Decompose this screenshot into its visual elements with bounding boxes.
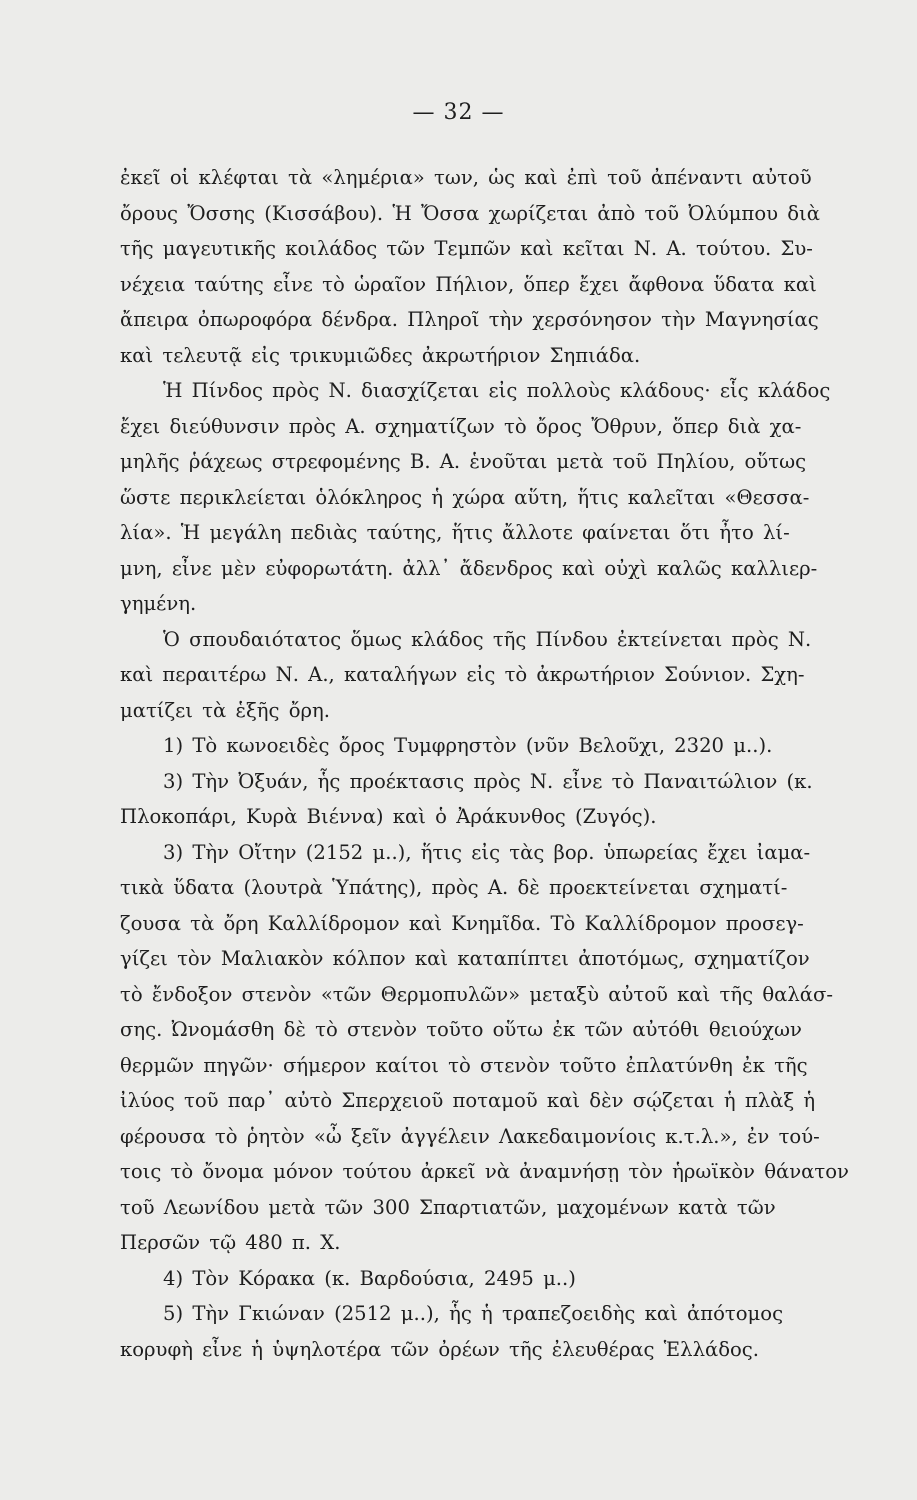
page-number: — 32 —	[412, 100, 505, 125]
text-line: τῆς μαγευτικῆς κοιλάδος τῶν Τεμπῶν καὶ κεῖται Ν. Α. τούτου. Συ-	[120, 237, 813, 260]
text-line: γίζει τὸν Μαλιακὸν κόλπον καὶ καταπίπτει ἀποτόμως, σχηματίζον	[120, 947, 810, 970]
text-line: Περσῶν τῷ 480 π. Χ.	[120, 1231, 341, 1254]
text-line: Πλοκοπάρι, Κυρὰ Βιέννα) καὶ ὁ Ἀράκυνθος (Ζυγός).	[120, 805, 657, 828]
text-line: λία». Ἡ μεγάλη πεδιὰς ταύτης, ἥτις ἄλλοτε φαίνεται ὅτι ἦτο λί-	[120, 521, 790, 544]
text-line: ἐκεῖ οἱ κλέφται τὰ «λημέρια» των, ὡς καὶ ἐπὶ τοῦ ἀπέναντι αὐτοῦ	[120, 166, 812, 189]
text-line: μνη, εἶνε μὲν εὐφορωτάτη. ἀλλ᾽ ἄδενδρος καὶ οὐχὶ καλῶς καλλιερ-	[120, 556, 818, 580]
text-line: τικὰ ὕδατα (λουτρὰ Ὑπάτης), πρὸς Α. δὲ προεκτείνεται σχηματί-	[120, 876, 788, 899]
text-line: θερμῶν πηγῶν· σήμερον καίτοι τὸ στενὸν τοῦτο ἐπλατύνθη ἐκ τῆς	[120, 1053, 808, 1077]
text-line: τὸ ἔνδοξον στενὸν «τῶν Θερμοπυλῶν» μεταξὺ αὐτοῦ καὶ τῆς θαλάσ-	[120, 982, 833, 1006]
text-line: ἔχει διεύθυνσιν πρὸς Α. σχηματίζων τὸ ὄρος Ὄθρυν, ὅπερ διὰ χα-	[120, 414, 802, 438]
text-line: τοις τὸ ὄνομα μόνον τούτου ἀρκεῖ νὰ ἀναμνήσῃ τὸν ἡρωϊκὸν θάνατον	[120, 1160, 849, 1183]
text-line: ματίζει τὰ ἑξῆς ὄρη.	[120, 698, 330, 722]
text-line: νέχεια ταύτης εἶνε τὸ ὡραῖον Πήλιον, ὅπερ ἔχει ἄφθονα ὕδατα καὶ	[120, 272, 817, 296]
text-line: ὄρους Ὄσσης (Κισσάβου). Ἡ Ὄσσα χωρίζεται ἀπὸ τοῦ Ὀλύμπου διὰ	[120, 201, 820, 225]
text-line: καὶ περαιτέρω Ν. Α., καταλήγων εἰς τὸ ἀκρωτήριον Σούνιον. Σχη-	[120, 663, 805, 686]
text-line: Ὁ σπουδαιότατος ὅμως κλάδος τῆς Πίνδου ἐκτείνεται πρὸς Ν.	[163, 627, 812, 651]
text-line: ἄπειρα ὀπωροφόρα δένδρα. Πληροῖ τὴν χερσόνησον τὴν Μαγνησίας	[120, 308, 819, 331]
text-line: κορυφὴ εἶνε ἡ ὑψηλοτέρα τῶν ὀρέων τῆς ἐλευθέρας Ἑλλάδος.	[120, 1337, 760, 1361]
text-line: 3) Τὴν Ὀξυάν, ἧς προέκτασις πρὸς Ν. εἶνε τὸ Παναιτώλιον (κ.	[163, 769, 813, 793]
text-line: καὶ τελευτᾷ εἰς τρικυμιῶδες ἀκρωτήριον Σηπιάδα.	[120, 343, 641, 367]
text-line: ὥστε περικλείεται ὁλόκληρος ἡ χώρα αὕτη, ἥτις καλεῖται «Θεσσα-	[120, 485, 810, 509]
text-line: τοῦ Λεωνίδου μετὰ τῶν 300 Σπαρτιατῶν, μαχομένων κατὰ τῶν	[120, 1195, 776, 1219]
text-line: Ἡ Πίνδος πρὸς Ν. διασχίζεται εἰς πολλοὺς κλάδους· εἷς κλάδος	[163, 379, 831, 402]
text-line: γημένη.	[120, 592, 197, 615]
text-line: ἰλύος τοῦ παρ᾽ αὐτὸ Σπερχειοῦ ποταμοῦ καὶ δὲν σῴζεται ἡ πλὰξ ἡ	[120, 1089, 816, 1112]
text-line: μηλῆς ῥάχεως στρεφομένης Β. Α. ἑνοῦται μετὰ τοῦ Πηλίου, οὕτως	[120, 450, 807, 473]
text-line: φέρουσα τὸ ῥητὸν «ὦ ξεῖν ἀγγέλειν Λακεδαιμονίοις κ.τ.λ.», ἐν τού-	[120, 1124, 820, 1148]
text-line: 3) Τὴν Οἴτην (2152 μ..), ἥτις εἰς τὰς βορ. ὑπωρείας ἔχει ἰαμα-	[163, 840, 811, 864]
text-line: 4) Τὸν Κόρακα (κ. Βαρδούσια, 2495 μ..)	[163, 1266, 576, 1290]
text-line: ζουσα τὰ ὄρη Καλλίδρομον καὶ Κνημῖδα. Τὸ Καλλίδρομον προσεγ-	[120, 911, 804, 935]
text-line: 1) Τὸ κωνοειδὲς ὄρος Τυμφρηστὸν (νῦν Βελοῦχι, 2320 μ..).	[163, 734, 773, 757]
text-line: 5) Τὴν Γκιώναν (2512 μ..), ἧς ἡ τραπεζοειδὴς καὶ ἀπότομος	[163, 1302, 784, 1325]
body-text	[120, 160, 905, 1367]
text-line: σης. Ὠνομάσθη δὲ τὸ στενὸν τοῦτο οὕτω ἐκ τῶν αὐτόθι θειούχων	[120, 1018, 802, 1041]
